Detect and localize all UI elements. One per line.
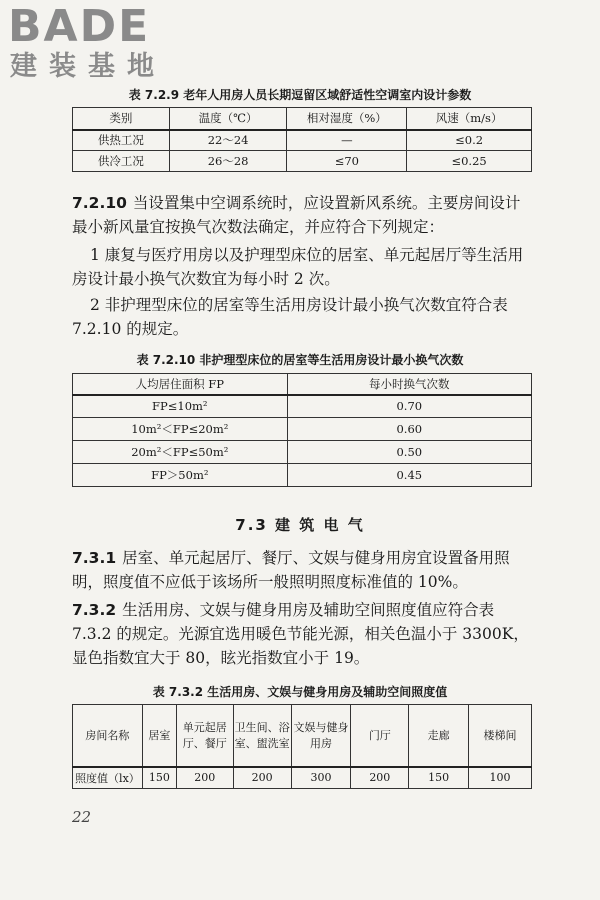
- table-row: [73, 767, 532, 789]
- table-row: [73, 130, 532, 151]
- table-cell: ≤0.25: [407, 151, 532, 172]
- table-header-cell: 风速（m/s）: [407, 108, 532, 130]
- table-cell: 供冷工况: [73, 151, 170, 172]
- table-header-cell: 房间名称: [73, 705, 143, 767]
- clause-7-2-10-item-2: 2 非护理型床位的居室等生活用房设计最小换气次数宜符合表 7.2.10 的规定。: [72, 296, 508, 338]
- clause-number: 7.2.10: [72, 194, 127, 212]
- table-cell: 300: [291, 767, 351, 789]
- clause-7-2-10: [72, 191, 532, 239]
- table-cell: 150: [409, 767, 469, 789]
- table-cell: 200: [351, 767, 409, 789]
- table-cell: ≤0.2: [407, 130, 532, 151]
- table-cell: 26～28: [169, 151, 287, 172]
- table-header-cell: 走廊: [409, 705, 469, 767]
- table-header-cell: 温度（℃）: [169, 108, 287, 130]
- clause-text: 生活用房、文娱与健身用房及辅助空间照度值应符合表 7.3.2 的规定。光源宜选用暖色节能光源，相关色温小于 3300K，显色指数宜大于 80，眩光指数宜小于 19。: [72, 601, 529, 667]
- table-cell: FP＞50m²: [73, 464, 288, 487]
- table-cell: 照度值（lx）: [73, 767, 143, 789]
- section-title: 7.3 建 筑 电 气: [235, 516, 365, 534]
- table-729-caption: 表 7.2.9 老年人用房人员长期逗留区域舒适性空调室内设计参数: [128, 88, 472, 102]
- logo-text-en: BADE: [8, 1, 151, 52]
- table-cell: —: [287, 130, 407, 151]
- table-cell: 0.70: [287, 395, 531, 418]
- table-cell: 20m²＜FP≤50m²: [73, 441, 288, 464]
- table-cell: 0.50: [287, 441, 531, 464]
- table-row: [73, 441, 532, 464]
- table-cell: 10m²＜FP≤20m²: [73, 418, 288, 441]
- clause-text: 当设置集中空调系统时，应设置新风系统。主要房间设计最小新风量宜按换气次数法确定，并应符合下列规定：: [72, 194, 521, 236]
- table-header-row: [73, 108, 532, 130]
- table-732-caption: 表 7.3.2 生活用房、文娱与健身用房及辅助空间照度值: [152, 685, 448, 699]
- clause-number: 7.3.2: [72, 601, 117, 619]
- table-header-cell: 相对湿度（%）: [287, 108, 407, 130]
- table-cell: 供热工况: [73, 130, 170, 151]
- table-header-row: [73, 705, 532, 767]
- table-cell: 0.60: [287, 418, 531, 441]
- table-row: [73, 151, 532, 172]
- clause-7-3-2: [72, 598, 532, 670]
- table-row: [73, 395, 532, 418]
- table-732: [72, 704, 532, 789]
- page-number: 22: [72, 808, 92, 826]
- table-header-cell: 人均居住面积 FP: [73, 374, 288, 395]
- table-cell: ≤70: [287, 151, 407, 172]
- table-header-cell: 居室: [142, 705, 176, 767]
- table-header-cell: 每小时换气次数: [287, 374, 531, 395]
- table-header-cell: 卫生间、浴室、盥洗室: [233, 705, 291, 767]
- table-cell: 0.45: [287, 464, 531, 487]
- table-header-cell: 文娱与健身用房: [291, 705, 351, 767]
- logo-text-cn: 建装基地: [10, 51, 166, 82]
- table-header-cell: 单元起居厅、餐厅: [176, 705, 233, 767]
- table-header-cell: 门厅: [351, 705, 409, 767]
- logo: [8, 2, 166, 82]
- table-cell: 200: [233, 767, 291, 789]
- table-7210: [72, 373, 532, 487]
- table-row: [73, 418, 532, 441]
- table-cell: 22～24: [169, 130, 287, 151]
- table-header-row: [73, 374, 532, 395]
- clause-text: 居室、单元起居厅、餐厅、文娱与健身用房宜设置备用照明，照度值不应低于该场所一般照明照度标准值的 10%。: [72, 549, 510, 591]
- table-header-cell: 楼梯间: [469, 705, 532, 767]
- clause-7-3-1: [72, 546, 532, 594]
- table-7210-caption: 表 7.2.10 非护理型床位的居室等生活用房设计最小换气次数: [136, 353, 464, 367]
- table-729: [72, 107, 532, 172]
- clause-number: 7.3.1: [72, 549, 117, 567]
- table-cell: 150: [142, 767, 176, 789]
- table-cell: 200: [176, 767, 233, 789]
- table-header-cell: 类别: [73, 108, 170, 130]
- clause-7-2-10-item-1: 1 康复与医疗用房以及护理型床位的居室、单元起居厅等生活用房设计最小换气次数宜为每小时 2 次。: [72, 246, 524, 288]
- table-row: [73, 464, 532, 487]
- table-cell: 100: [469, 767, 532, 789]
- table-cell: FP≤10m²: [73, 395, 288, 418]
